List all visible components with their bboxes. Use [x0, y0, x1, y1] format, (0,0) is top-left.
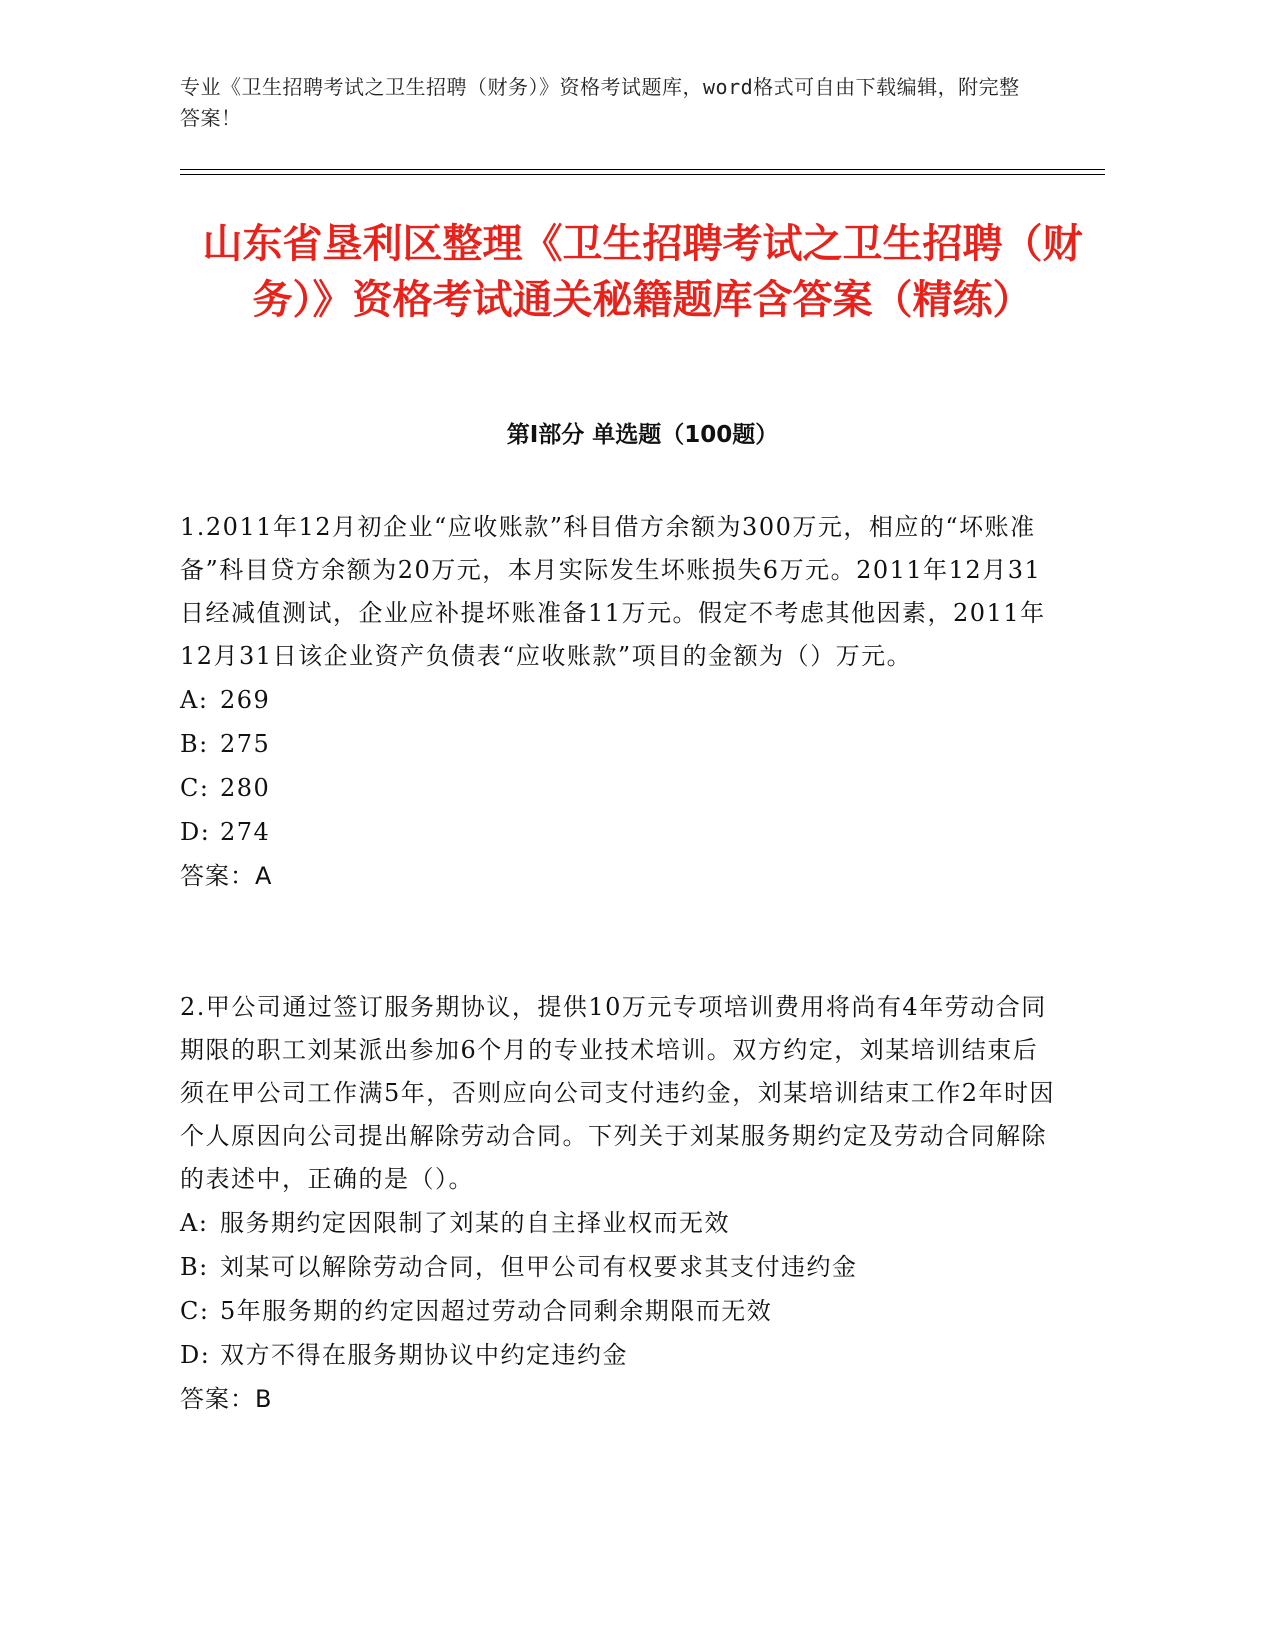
header-rule-thin [180, 174, 1105, 175]
option-text: 双方不得在服务期协议中约定违约金 [220, 1341, 628, 1369]
document-title: 山东省垦利区整理《卫生招聘考试之卫生招聘（财务）》资格考试通关秘籍题库含答案（精练） [202, 221, 1083, 323]
question-stem: 2.甲公司通过签订服务期协议，提供10万元专项培训费用将尚有4年劳动合同期限的职工刘某派出参加6个月的专业技术培训。双方约定，刘某培训结束后须在甲公司工作满5年，否则应向公司支付违约金，刘某培训结束工作2年时因个人原因向公司提出解除劳动合同。下列关于刘某服务期约定及劳动合同解除的表述中，正确的是（）。 [180, 993, 1056, 1193]
header-rule-thick [180, 169, 1105, 170]
option-letter: C: [180, 1297, 210, 1325]
option-text: 5年服务期的约定因超过劳动合同剩余期限而无效 [220, 1297, 773, 1325]
option-d [180, 810, 1060, 854]
option-c [180, 766, 1060, 810]
option-text: 服务期约定因限制了刘某的自主择业权而无效 [220, 1209, 730, 1237]
option-letter: A: [180, 1209, 209, 1237]
option-text: 275 [220, 730, 271, 758]
option-b [180, 1245, 1060, 1289]
option-text: 刘某可以解除劳动合同，但甲公司有权要求其支付违约金 [220, 1253, 858, 1281]
question-1 [180, 506, 1060, 898]
option-b [180, 722, 1060, 766]
answer: 答案：B [180, 1385, 273, 1413]
option-letter: D: [180, 1341, 211, 1369]
option-a [180, 678, 1060, 722]
option-text: 269 [220, 686, 271, 714]
option-letter: D: [180, 818, 211, 846]
option-a [180, 1201, 1060, 1245]
option-c [180, 1289, 1060, 1333]
option-text: 274 [220, 818, 271, 846]
question-stem: 1.2011年12月初企业“应收账款”科目借方余额为300万元，相应的“坏账准备”科目贷方余额为20万元，本月实际发生坏账损失6万元。2011年12月31日经减值测试，企业应补提坏账准备11万元。假定不考虑其他因素，2011年12月31日该企业资产负债表“应收账款”项目的金额为（）万元。 [180, 513, 1046, 670]
page-header: 专业《卫生招聘考试之卫生招聘（财务）》资格考试题库，word格式可自由下载编辑，附完整答案！ [180, 75, 1020, 130]
option-letter: C: [180, 774, 210, 802]
option-text: 280 [220, 774, 271, 802]
option-letter: A: [180, 686, 209, 714]
question-2 [180, 986, 1060, 1421]
option-letter: B: [180, 1253, 209, 1281]
section-heading: 第Ⅰ部分 单选题（100题） [506, 422, 779, 448]
answer: 答案：A [180, 862, 273, 890]
option-letter: B: [180, 730, 209, 758]
option-d [180, 1333, 1060, 1377]
